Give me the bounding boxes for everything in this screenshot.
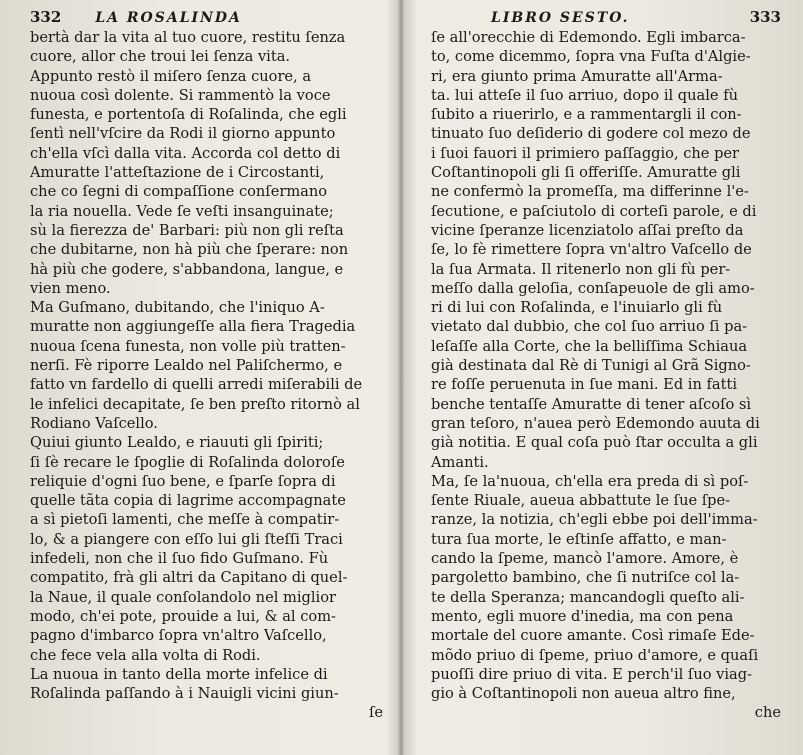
text-line: ſentì nell'vſcire da Rodi il giorno appunto — [30, 125, 336, 143]
text-line: ſente Riuale, aueua abbattute le ſue ſpe- — [431, 492, 731, 510]
running-title-right: LIBRO SESTO. — [491, 10, 630, 26]
text-line: sù la fierezza de' Barbari: più non gli reſta — [30, 221, 344, 239]
text-line: ch'ella vſcì dalla vita. Accorda col detto di — [30, 144, 341, 162]
text-line: reliquie d'ogni ſuo bene, e ſparſe ſopra di — [30, 472, 336, 490]
text-line: che fece vela alla volta di Rodi. — [30, 646, 261, 664]
text-line: Ma, ſe la'nuoua, ch'ella era preda di sì poſ- — [431, 472, 749, 490]
text-line: mortale del cuore amante. Così rimaſe Ede- — [431, 627, 755, 645]
text-line: leſaſſe alla Corte, che la belliſſima Schiaua — [431, 337, 748, 355]
text-line: benche tentaſſe Amuratte di tener aſcoſo sì — [431, 395, 752, 413]
text-line: fatto vn fardello di quelli arredi miſerabili de — [30, 376, 363, 394]
text-line: le infelici decapitate, ſe ben preſto ritornò al — [30, 395, 360, 413]
text-line: che co ſegni di compaſſione conſermano — [30, 183, 328, 201]
text-line: che dubitarne, non hà più che ſperare: non — [30, 241, 349, 259]
text-line: te della Speranza; mancandogli queſto ali- — [431, 588, 745, 606]
text-line: meſſo dalla geloſia, conſapeuole de gli amo- — [431, 279, 755, 297]
text-line: ſe, lo fè rimettere ſopra vn'altro Vaſcello de — [431, 241, 752, 259]
right-page — [401, 0, 803, 755]
text-line: ne confermò la promeſſa, ma differinne l'e- — [431, 183, 749, 201]
catchword-left: ſe — [368, 704, 383, 722]
text-line: la ſua Armata. Il ritenerlo non gli fù per- — [431, 260, 731, 278]
text-line: La nuoua in tanto della morte infelice di — [30, 665, 328, 683]
text-line: pargoletto bambino, che ſi nutriſce col la- — [431, 569, 740, 587]
text-line: cando la ſpeme, mancò l'amore. Amore, è — [431, 550, 739, 568]
left-page-text — [30, 28, 383, 703]
text-line: nuoua così dolente. Si rammentò la voce — [30, 86, 331, 104]
text-line: la ria nouella. Vede ſe veſti insanguinate; — [30, 202, 334, 220]
text-line: infedeli, non che il ſuo fido Guſmano. Fù — [30, 550, 329, 568]
right-page-header — [431, 6, 781, 28]
text-line: ri, era giunto prima Amuratte all'Arma- — [431, 67, 723, 85]
text-line: quelle tãta copia di lagrime accompagnate — [30, 492, 346, 510]
left-page — [0, 0, 401, 755]
text-line: Ma Guſmano, dubitando, che l'iniquo A- — [30, 299, 325, 317]
text-line: re foſſe peruenuta in ſue mani. Ed in fatti — [431, 376, 738, 394]
running-title-left: LA ROSALINDA — [95, 10, 242, 26]
text-line: Appunto restò il miſero ſenza cuore, a — [30, 67, 312, 85]
text-line: muratte non aggiungeſſe alla fiera Tragedia — [30, 318, 356, 336]
text-line: Coſtantinopoli gli ſi offeriſſe. Amuratte gli — [431, 164, 741, 182]
text-line: tinuato ſuo deſiderio di godere col mezo de — [431, 125, 751, 143]
text-line: i ſuoi fauori il primiero paſſaggio, che per — [431, 144, 740, 162]
catchword-right: che — [754, 704, 781, 722]
page-number-right: 333 — [749, 8, 781, 26]
text-line: vien meno. — [30, 279, 111, 297]
text-line: vicine ſperanze licenziatolo aſſai preſto da — [431, 221, 744, 239]
text-line: la Naue, il quale conſolandolo nel miglior — [30, 588, 336, 606]
text-line: ſi ſè recare le ſpoglie di Roſalinda doloroſe — [30, 453, 345, 471]
page-number-left: 332 — [30, 8, 62, 26]
text-line: gran teſoro, n'auea però Edemondo auuta di — [431, 414, 760, 432]
text-line: compatito, frà gli altri da Capitano di quel- — [30, 569, 348, 587]
text-line: mento, egli muore d'inedia, ma con pena — [431, 607, 734, 625]
text-line: pagno d'imbarco ſopra vn'altro Vaſcello, — [30, 627, 327, 645]
text-line: Quiui giunto Lealdo, e riauuti gli ſpiriti; — [30, 434, 324, 452]
text-line: ta. lui atteſe il ſuo arriuo, dopo il quale fù — [431, 86, 738, 104]
text-line: nerſi. Fè riporre Lealdo nel Paliſchermo, e — [30, 357, 343, 375]
text-line: già destinata dal Rè di Tunigi al Grã Signo- — [431, 357, 751, 375]
text-line: to, come dicemmo, ſopra vna Fuſta d'Algie- — [431, 48, 751, 66]
text-line: vietato dal dubbio, che col ſuo arriuo ſi pa- — [431, 318, 748, 336]
text-line: Amanti. — [431, 453, 489, 471]
text-line: cuore, allor che troui lei ſenza vita. — [30, 48, 291, 66]
text-line: ſubito a riuerirlo, e a rammentargli il con- — [431, 106, 742, 124]
left-page-header — [30, 6, 383, 28]
text-line: tura ſua morte, le eſtinſe affatto, e man- — [431, 530, 727, 548]
text-line: bertà dar la vita al tuo cuore, restitu ſenza — [30, 29, 346, 46]
text-line: nuoua ſcena funesta, non volle più tratten- — [30, 337, 346, 355]
text-line: ſecutione, e paſciutolo di corteſi parole, e di — [431, 202, 757, 220]
text-line: ſe all'orecchie di Edemondo. Egli imbarca- — [431, 29, 746, 46]
text-line: Roſalinda paſſando à i Nauigli vicini giun- — [30, 685, 339, 703]
text-line: a sì pietoſi lamenti, che meſſe à compatir- — [30, 511, 340, 529]
text-line: modo, ch'ei pote, prouide a lui, & al com- — [30, 607, 336, 625]
text-line: già notitia. E qual coſa può ſtar occulta a gli — [431, 434, 758, 452]
text-line: Amuratte l'atteſtazione de i Circostanti, — [30, 164, 325, 182]
text-line: funesta, e portentoſa di Roſalinda, che egli — [30, 106, 347, 124]
text-line: gio à Coſtantinopoli non aueua altro fine, — [431, 685, 736, 703]
right-page-text — [431, 28, 781, 703]
text-line: ranze, la notizia, ch'egli ebbe poi dell'imma- — [431, 511, 758, 529]
text-line: hà più che godere, s'abbandona, langue, e — [30, 260, 344, 278]
text-line: lo, & a piangere con eſſo lui gli ſteſſi Traci — [30, 530, 343, 548]
text-line: mõdo priuo di ſpeme, priuo d'amore, e quaſi — [431, 646, 759, 664]
text-line: ri di lui con Roſalinda, e l'inuiarlo gli fù — [431, 299, 723, 317]
text-line: puoſſi dire priuo di vita. E perch'il ſuo viag- — [431, 665, 753, 683]
text-line: Rodiano Vaſcello. — [30, 414, 158, 432]
